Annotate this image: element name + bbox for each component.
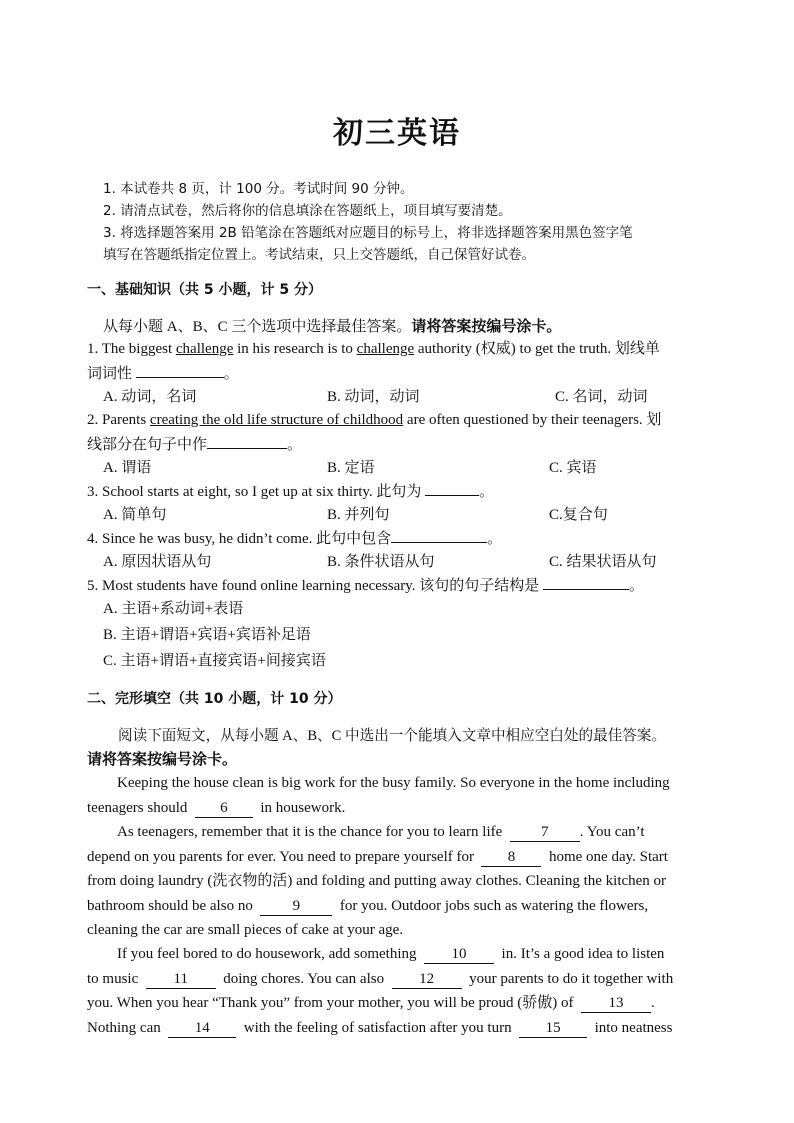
question-2-line-2 bbox=[87, 432, 713, 457]
section-instruction: 阅读下面短文，从每小题 A、B、C 中选出一个能填入文章中相应空白处的最佳答案。 bbox=[118, 728, 667, 744]
passage-text: in. It’s a good idea to listen bbox=[501, 946, 665, 962]
passage-paragraph-3 bbox=[87, 942, 713, 1040]
answer-blank[interactable] bbox=[543, 573, 629, 590]
instruction-bold: 请将答案按编号涂卡。 bbox=[87, 752, 238, 768]
answer-blank[interactable] bbox=[136, 361, 224, 378]
option-b[interactable]: B. 条件状语从句 bbox=[327, 554, 435, 570]
option-c[interactable]: C. 结果状语从句 bbox=[549, 554, 657, 570]
option-a[interactable]: A. 简单句 bbox=[103, 507, 167, 523]
blank-11[interactable]: 11 bbox=[146, 971, 216, 989]
question-1 bbox=[87, 337, 713, 361]
passage-text: to music bbox=[87, 970, 139, 987]
passage-text: . bbox=[651, 995, 655, 1011]
question-text: 1. The biggest bbox=[87, 341, 176, 357]
option-b[interactable]: B. 并列句 bbox=[327, 507, 390, 523]
passage-text: Nothing can bbox=[87, 1019, 161, 1036]
passage-text: If you feel bored to do housework, add something bbox=[117, 946, 417, 962]
page-title: 初三英语 bbox=[333, 116, 461, 151]
option-b[interactable]: B. 定语 bbox=[327, 460, 375, 476]
option-b[interactable]: B. 主语+谓语+宾语+宾语补足语 bbox=[103, 627, 311, 643]
passage-text: Keeping the house clean is big work for the busy family. So everyone in the home including bbox=[117, 775, 670, 791]
question-text: 线部分在句子中作 bbox=[87, 437, 208, 453]
passage-text: into neatness bbox=[594, 1019, 673, 1036]
answer-blank[interactable] bbox=[425, 479, 479, 496]
note-line: 1. 本试卷共 8 页，计 100 分。考试时间 90 分钟。 bbox=[103, 181, 414, 197]
question-text: 4. Since he was busy, he didn’t come. 此句中包含 bbox=[87, 531, 392, 547]
question-5 bbox=[87, 573, 713, 598]
section-heading: 一、基础知识（共 5 小题，计 5 分） bbox=[87, 282, 322, 298]
option-a[interactable]: A. 谓语 bbox=[103, 460, 152, 476]
passage-text: in housework. bbox=[260, 799, 346, 816]
option-c[interactable]: C. 名词，动词 bbox=[555, 389, 648, 405]
option-c[interactable]: C.复合句 bbox=[549, 507, 608, 523]
question-text: 。 bbox=[487, 531, 503, 547]
section-instruction bbox=[103, 315, 561, 336]
option-b[interactable]: B. 动词，动词 bbox=[327, 389, 420, 405]
passage-text: cleaning the car are small pieces of cake at your age. bbox=[87, 922, 404, 938]
blank-8[interactable]: 8 bbox=[481, 849, 541, 867]
passage-text: depend on you parents for ever. You need to prepare yourself for bbox=[87, 848, 474, 865]
note-line: 2. 请清点试卷，然后将你的信息填涂在答题纸上，项目填写要清楚。 bbox=[103, 203, 512, 219]
passage-text: for you. Outdoor jobs such as watering the flowers, bbox=[339, 897, 649, 914]
passage-paragraph-2 bbox=[87, 820, 713, 943]
question-4 bbox=[87, 526, 713, 551]
blank-10[interactable]: 10 bbox=[424, 946, 494, 964]
passage-text: from doing laundry (洗衣物的活) and folding and putting away clothes. Cleaning the kitchen or bbox=[87, 873, 667, 889]
question-text: 。 bbox=[629, 578, 645, 594]
question-text: in his research is to bbox=[233, 341, 357, 357]
blank-6[interactable]: 6 bbox=[195, 800, 253, 818]
underlined-phrase: creating the old life structure of childhood bbox=[149, 412, 404, 428]
question-text: 5. Most students have found online learning necessary. 该句的句子结构是 bbox=[87, 578, 540, 594]
blank-13[interactable]: 13 bbox=[581, 995, 651, 1013]
question-text: 2. Parents bbox=[87, 412, 150, 428]
blank-9[interactable]: 9 bbox=[260, 898, 332, 916]
blank-12[interactable]: 12 bbox=[392, 971, 462, 989]
passage-text: your parents to do it together with bbox=[469, 970, 674, 987]
question-3 bbox=[87, 479, 713, 504]
question-text: 。 bbox=[479, 484, 495, 500]
blank-14[interactable]: 14 bbox=[168, 1020, 236, 1038]
passage-text: teenagers should bbox=[87, 799, 188, 816]
blank-15[interactable]: 15 bbox=[519, 1020, 587, 1038]
option-a[interactable]: A. 原因状语从句 bbox=[103, 554, 212, 570]
option-a[interactable]: A. 动词，名词 bbox=[103, 389, 197, 405]
instruction-bold: 请将答案按编号涂卡。 bbox=[411, 319, 562, 335]
question-text: are often questioned by their teenagers. 划 bbox=[403, 412, 662, 428]
passage-text: doing chores. You can also bbox=[223, 970, 385, 987]
passage-text: you. When you hear “Thank you” from your mother, you will be proud (骄傲) of bbox=[87, 995, 574, 1011]
passage-text: As teenagers, remember that it is the chance for you to learn life bbox=[117, 824, 503, 840]
note-line: 3. 将选择题答案用 2B 铅笔涂在答题纸对应题目的标号上，将非选择题答案用黑色签字笔 bbox=[103, 225, 633, 241]
note-line: 填写在答题纸指定位置上。考试结束，只上交答题纸，自己保管好试卷。 bbox=[103, 247, 535, 263]
question-text: authority (权威) to get the truth. 划线单 bbox=[414, 341, 660, 357]
blank-7[interactable]: 7 bbox=[510, 824, 580, 842]
section-heading: 二、完形填空（共 10 小题，计 10 分） bbox=[87, 691, 342, 707]
exam-notes bbox=[103, 178, 713, 266]
answer-blank[interactable] bbox=[207, 432, 287, 449]
option-c[interactable]: C. 宾语 bbox=[549, 460, 597, 476]
option-a[interactable]: A. 主语+系动词+表语 bbox=[103, 601, 244, 617]
question-text: 词词性 bbox=[87, 366, 133, 382]
underlined-word: challenge bbox=[175, 341, 234, 357]
passage-text: with the feeling of satisfaction after you turn bbox=[243, 1019, 512, 1036]
passage-text: . You can’t bbox=[579, 824, 645, 840]
question-text: 3. School starts at eight, so I get up at six thirty. 此句为 bbox=[87, 484, 422, 500]
passage-text: home one day. Start bbox=[548, 848, 668, 865]
passage-paragraph-1 bbox=[87, 771, 713, 820]
instruction-text: 从每小题 A、B、C 三个选项中选择最佳答案。 bbox=[103, 319, 412, 335]
question-text: 。 bbox=[287, 437, 303, 453]
answer-blank[interactable] bbox=[391, 526, 487, 543]
underlined-word: challenge bbox=[356, 341, 415, 357]
question-text: 。 bbox=[223, 366, 239, 382]
question-1-line-2 bbox=[87, 361, 713, 386]
option-c[interactable]: C. 主语+谓语+直接宾语+间接宾语 bbox=[103, 653, 326, 669]
question-2 bbox=[87, 408, 713, 432]
passage-text: bathroom should be also no bbox=[87, 897, 253, 914]
